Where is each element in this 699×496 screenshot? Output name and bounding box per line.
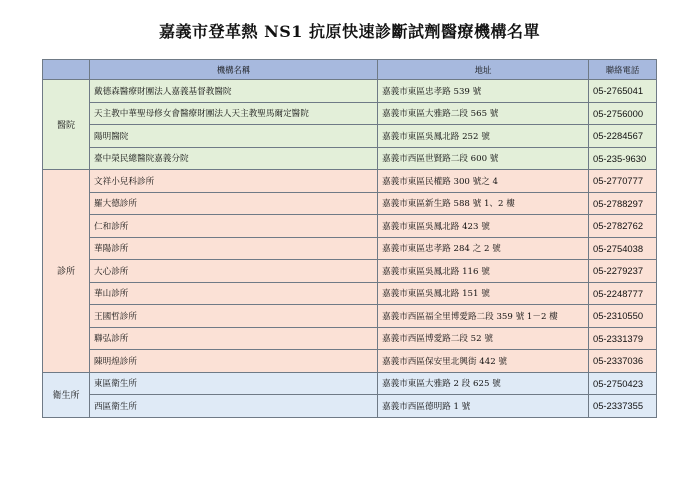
institution-phone: 05-2284567 xyxy=(589,125,657,148)
institution-phone: 05-2754038 xyxy=(589,237,657,260)
institution-table xyxy=(42,59,657,418)
institution-address: 嘉義市東區吳鳳北路 151 號 xyxy=(378,282,589,305)
institution-address: 嘉義市東區新生路 588 號 1、2 樓 xyxy=(378,192,589,215)
institution-address: 嘉義市東區大雅路 2 段 625 號 xyxy=(378,372,589,395)
header-phone: 聯絡電話 xyxy=(589,60,657,80)
table-row xyxy=(43,125,657,148)
table-header-row xyxy=(43,60,657,80)
header-name: 機構名稱 xyxy=(90,60,378,80)
table-row xyxy=(43,170,657,193)
institution-name: 華陽診所 xyxy=(90,237,378,260)
institution-name: 臺中榮民總醫院嘉義分院 xyxy=(90,147,378,170)
category-clinic: 診所 xyxy=(43,170,90,373)
institution-name: 王國哲診所 xyxy=(90,305,378,328)
institution-name: 仁和診所 xyxy=(90,215,378,238)
institution-name: 西區衛生所 xyxy=(90,395,378,418)
institution-name: 文祥小兒科診所 xyxy=(90,170,378,193)
institution-name: 聯弘診所 xyxy=(90,327,378,350)
institution-phone: 05-2331379 xyxy=(589,327,657,350)
institution-address: 嘉義市東區大雅路二段 565 號 xyxy=(378,102,589,125)
table-row xyxy=(43,237,657,260)
institution-phone: 05-2337355 xyxy=(589,395,657,418)
institution-phone: 05-2788297 xyxy=(589,192,657,215)
institution-address: 嘉義市西區博愛路二段 52 號 xyxy=(378,327,589,350)
institution-phone: 05-2765041 xyxy=(589,80,657,103)
table-row xyxy=(43,260,657,283)
institution-address: 嘉義市西區保安里北興街 442 號 xyxy=(378,350,589,373)
institution-address: 嘉義市東區吳鳳北路 116 號 xyxy=(378,260,589,283)
institution-name: 陽明醫院 xyxy=(90,125,378,148)
table-row xyxy=(43,80,657,103)
category-health-center: 衛生所 xyxy=(43,372,90,417)
institution-address: 嘉義市東區忠孝路 284 之 2 號 xyxy=(378,237,589,260)
institution-phone: 05-2770777 xyxy=(589,170,657,193)
institution-phone: 05-2782762 xyxy=(589,215,657,238)
institution-address: 嘉義市西區德明路 1 號 xyxy=(378,395,589,418)
table-row xyxy=(43,282,657,305)
header-category xyxy=(43,60,90,80)
institution-phone: 05-2310550 xyxy=(589,305,657,328)
institution-name: 天主教中華聖母修女會醫療財團法人天主教聖馬爾定醫院 xyxy=(90,102,378,125)
institution-address: 嘉義市東區吳鳳北路 423 號 xyxy=(378,215,589,238)
category-hospital: 醫院 xyxy=(43,80,90,170)
institution-phone: 05-2756000 xyxy=(589,102,657,125)
table-row xyxy=(43,327,657,350)
table-row xyxy=(43,192,657,215)
table-row xyxy=(43,305,657,328)
institution-name: 羅大德診所 xyxy=(90,192,378,215)
page-title: 嘉義市登革熱 NS1 抗原快速診斷試劑醫療機構名單 xyxy=(159,22,540,41)
institution-phone: 05-235-9630 xyxy=(589,147,657,170)
table-row xyxy=(43,350,657,373)
institution-address: 嘉義市西區世賢路二段 600 號 xyxy=(378,147,589,170)
institution-phone: 05-2750423 xyxy=(589,372,657,395)
institution-phone: 05-2248777 xyxy=(589,282,657,305)
institution-name: 華山診所 xyxy=(90,282,378,305)
table-row xyxy=(43,147,657,170)
table-row xyxy=(43,395,657,418)
header-address: 地址 xyxy=(378,60,589,80)
institution-address: 嘉義市西區福全里博愛路二段 359 號 1－2 樓 xyxy=(378,305,589,328)
institution-name: 戴德森醫療財團法人嘉義基督教醫院 xyxy=(90,80,378,103)
institution-address: 嘉義市東區吳鳳北路 252 號 xyxy=(378,125,589,148)
table-row xyxy=(43,215,657,238)
institution-address: 嘉義市東區忠孝路 539 號 xyxy=(378,80,589,103)
institution-address: 嘉義市東區民權路 300 號之 4 xyxy=(378,170,589,193)
table-row xyxy=(43,102,657,125)
institution-phone: 05-2279237 xyxy=(589,260,657,283)
institution-phone: 05-2337036 xyxy=(589,350,657,373)
institution-name: 大心診所 xyxy=(90,260,378,283)
institution-name: 陳明煌診所 xyxy=(90,350,378,373)
table-row xyxy=(43,372,657,395)
institution-name: 東區衛生所 xyxy=(90,372,378,395)
